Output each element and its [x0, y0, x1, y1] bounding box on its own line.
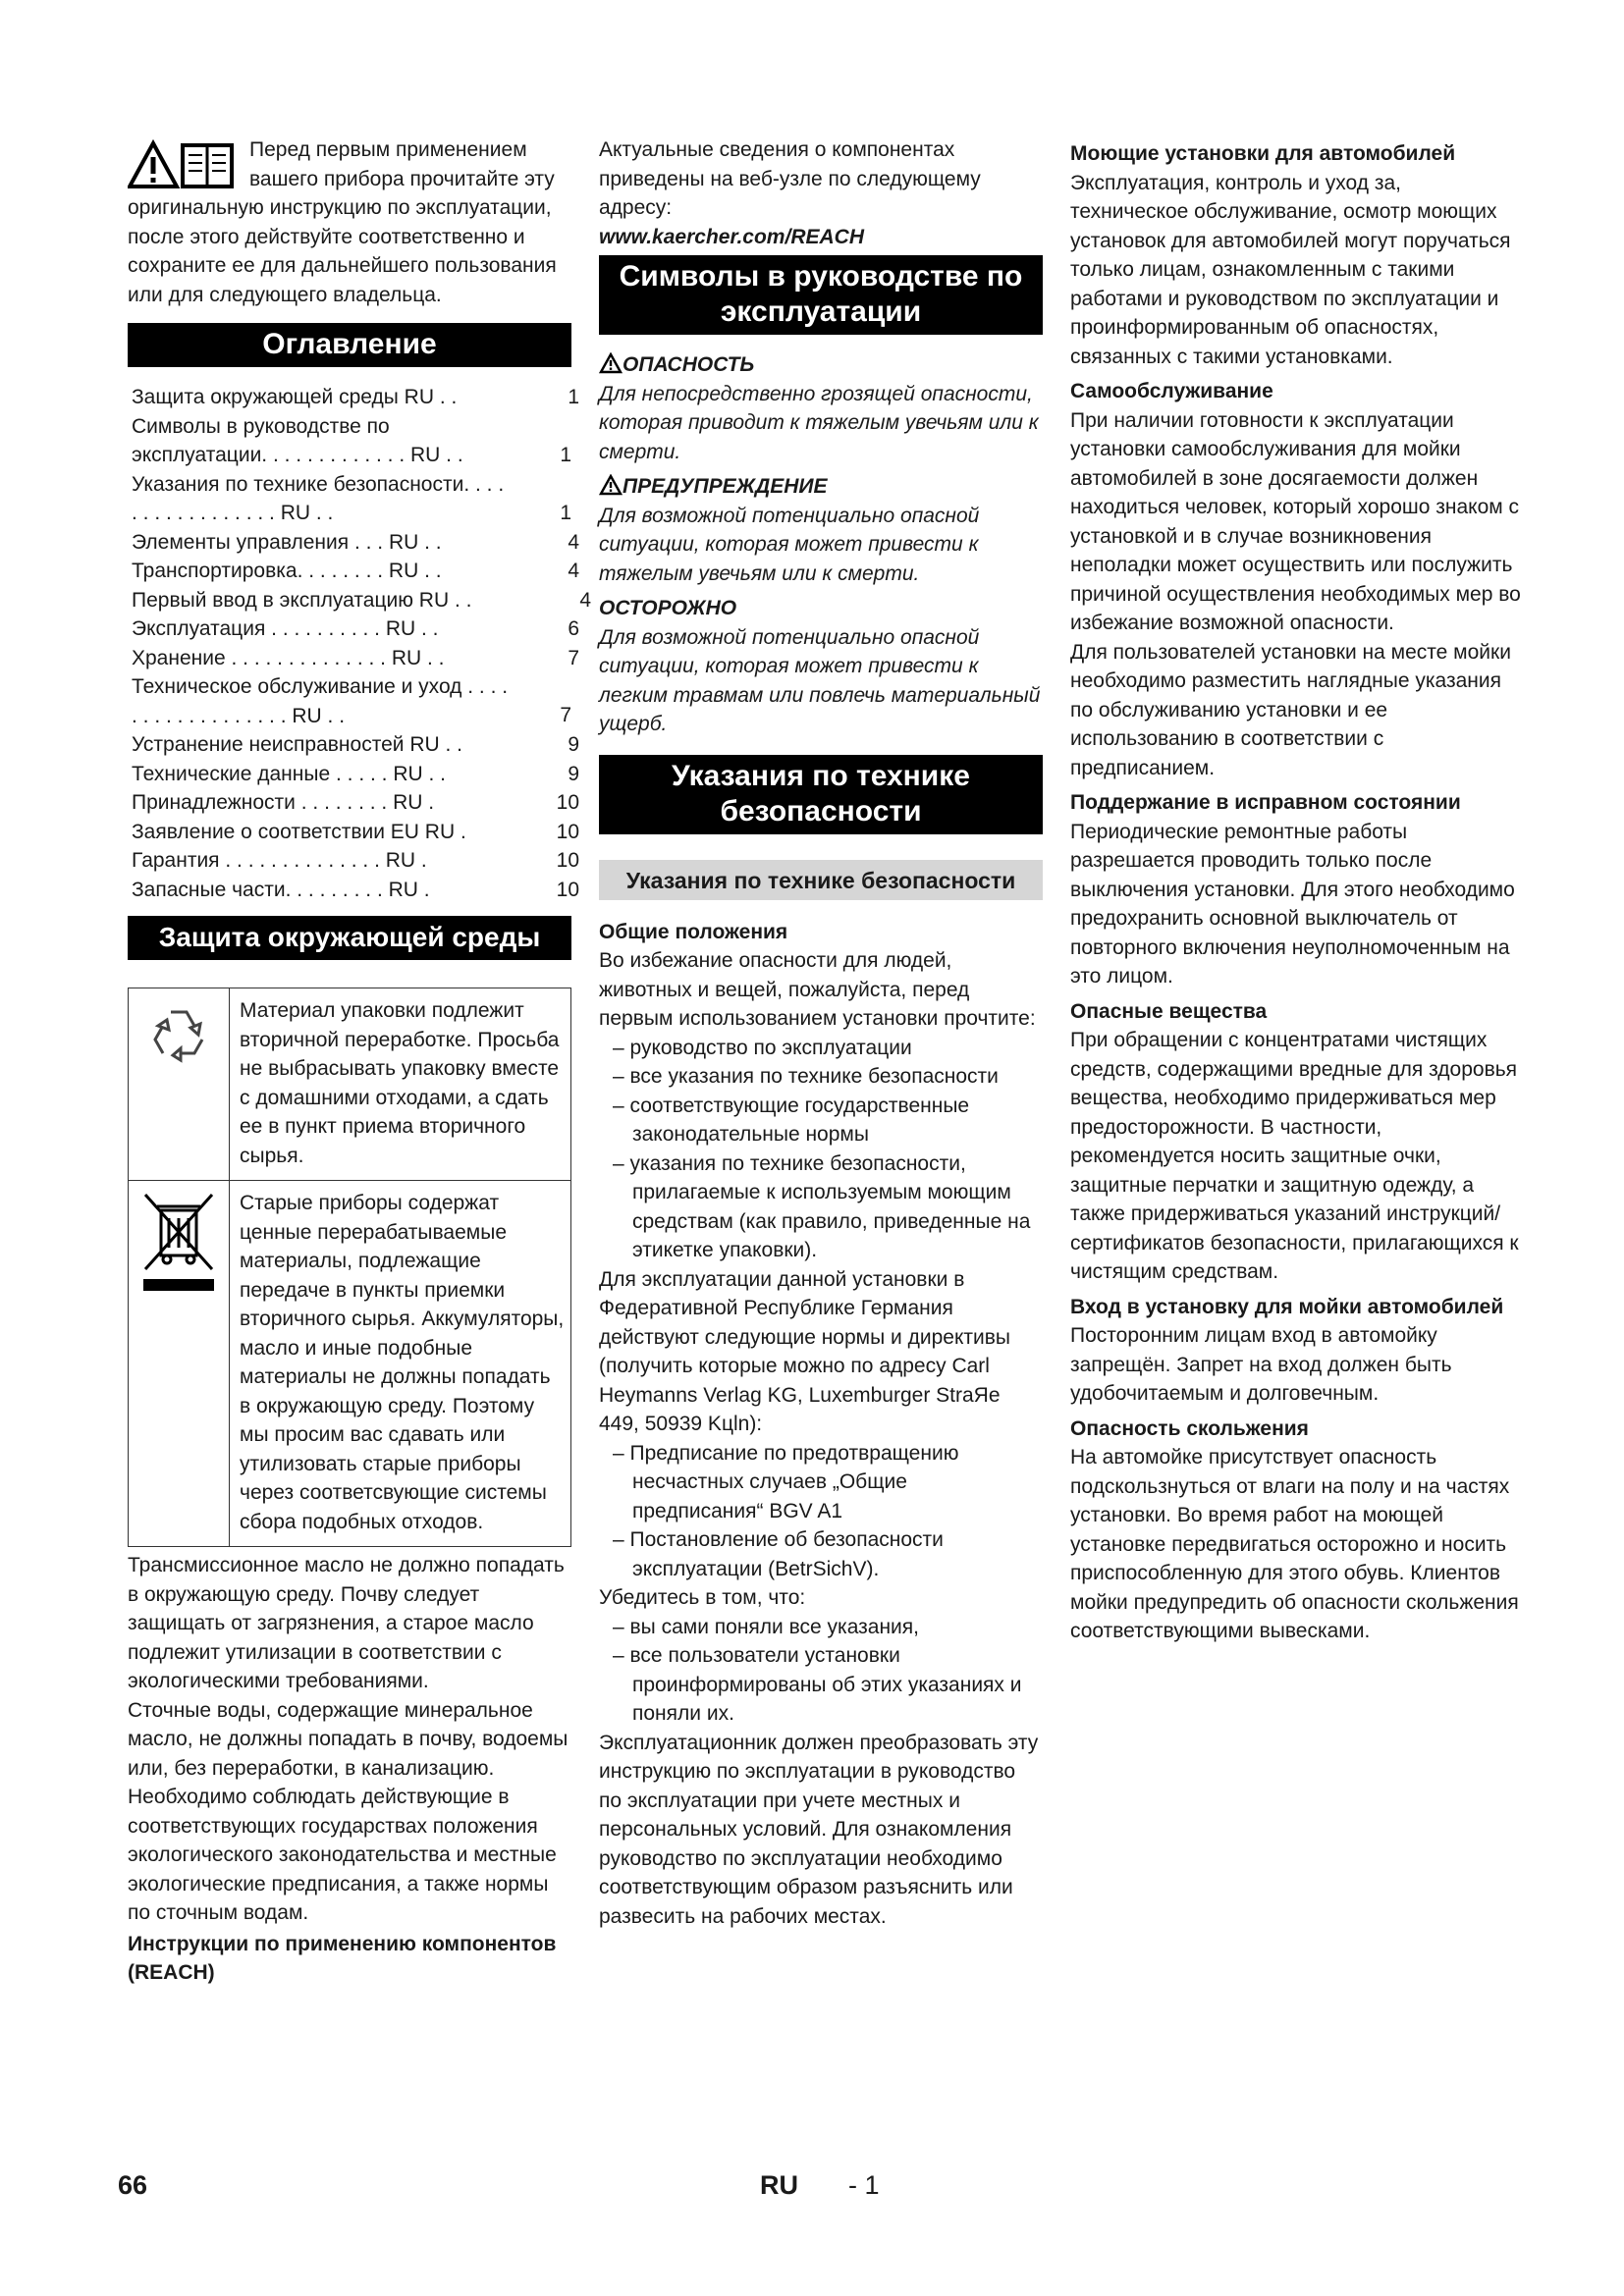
toc-item[interactable]: Элементы управления . . . RU . . 4 [132, 530, 579, 554]
safety-subtitle: Указания по технике безопасности [599, 860, 1043, 900]
bin-text: Старые приборы содержат ценные перерабатываемые материалы, подлежащие передаче в пункты приемки вторичного сырья. Аккумуляторы, масло и иные подобные материалы не должны попадать в окружающую среду. Поэтому мы просим вас сдавать или утилизовать старые приборы через соответсвующие системы сбора подобных отходов. [230, 1181, 571, 1547]
reach-heading: Инструкции по применению компонентов (REACH) [128, 1932, 557, 1984]
safety-title: Указания по технике безопасности [599, 755, 1043, 834]
general-text: Во избежание опасности для людей, животных и вещей, пожалуйста, перед первым использованием установки прочтите: [599, 949, 1036, 1030]
toc-item[interactable]: Технические данные . . . . . RU . . 9 [132, 762, 579, 785]
list-item: – руководство по эксплуатации [599, 1034, 1043, 1063]
list-item: – Постановление об безопасности эксплуатации (BetrSichV). [599, 1525, 1043, 1583]
column-left [128, 135, 591, 1988]
toc-item[interactable]: Указания по технике безопасности. . . . . . . . . . . . . . . . . RU . . 1 [132, 472, 571, 524]
crossed-bin-icon [139, 1189, 218, 1297]
danger-heading: ОПАСНОСТЬ [599, 350, 1043, 380]
slip-text: На автомойке присутствует опасность подскользнуться от влаги на полу и на частях установки. Во время работ на моющей установке передвигаться осторожно и носить приспособленную для этого обувь. Клиентов мойки предупредить об опасности скольжения соответствующими вывесками. [1070, 1446, 1519, 1642]
waste-water-text: Сточные воды, содержащие минеральное масло, не должны попадать в почву, водоемы или, без переработки, в канализацию. Необходимо соблюдать действующие в соответствующих государствах положения экологического законодательства и местные экологические предписания, а также нормы по сточным водам. [128, 1698, 568, 1924]
oil-text: Трансмиссионное масло не должно попадать в окружающую среду. Почву следует защищать от загрязнения, а старое масло подлежит утилизации в соответствии с экологическими требованиями. [128, 1554, 565, 1692]
column-right [1070, 135, 1522, 1646]
caution-heading: ОСТОРОЖНО [599, 597, 737, 619]
general-heading: Общие положения [599, 920, 788, 943]
footer-language: RU [760, 2170, 798, 2200]
table-row [129, 988, 571, 1181]
warning-heading: ПРЕДУПРЕЖДЕНИЕ [599, 472, 1043, 502]
selfservice-heading: Самообслуживание [1070, 380, 1273, 402]
ensure-list [599, 1613, 1043, 1729]
toc-title: Оглавление [128, 323, 571, 367]
list-item: – все указания по технике безопасности [599, 1062, 1043, 1092]
carwash-text: Эксплуатация, контроль и уход за, техническое обслуживание, осмотр моющих установок для автомобилей могут поручаться только лицам, ознакомленным с такими работами и руководством по эксплуатации и проинформированным об опасностях, связанных с такими установками. [1070, 171, 1511, 368]
env-title: Защита окружающей среды [128, 916, 571, 960]
warning-manual-icon [128, 137, 238, 192]
warning-triangle-icon [599, 352, 623, 374]
footer-section-page: - 1 [848, 2170, 880, 2200]
toc-item[interactable]: Эксплуатация . . . . . . . . . . RU . . 6 [132, 617, 579, 640]
toc-item[interactable]: Устранение неисправностей RU . . 9 [132, 733, 579, 756]
carwash-heading: Моющие установки для автомобилей [1070, 142, 1456, 165]
column-middle [599, 135, 1043, 1931]
table-row [129, 1181, 571, 1547]
warning-text: Для возможной потенциально опасной ситуации, которая может привести к тяжелым увечьям или к смерти. [599, 504, 980, 585]
page-number: 66 [118, 2170, 148, 2200]
maintain-text: Периодические ремонтные работы разрешается проводить только после выключения установки. Для этого необходимо предохранить основной выключатель от повторного включения неуполномоченным на это лицом. [1070, 820, 1515, 988]
recycle-icon [145, 1002, 212, 1069]
operator-text: Эксплуатационник должен преобразовать эту инструкцию по эксплуатации в руководство по эксплуатации при учете местных и персональных условий. Для ознакомления руководство по эксплуатации необходимо соответствующим образом разъяснить или развесить на рабочих местах. [599, 1731, 1039, 1928]
slip-heading: Опасность скольжения [1070, 1416, 1309, 1440]
toc-item[interactable]: Первый ввод в эксплуатацию RU . . 4 [132, 588, 591, 612]
list-item: – соответствующие государственные законодательные нормы [599, 1092, 1043, 1149]
hazard-text: При обращении с концентратами чистящих средств, содержащими вредные для здоровья вещества, необходимо придерживаться мер предосторожности. В частности, рекомендуется носить защитные очки, защитные перчатки и защитную одежду, а также придерживаться указаний инструкций/ сертификатов безопасности, прилагающихся к чистящим средствам. [1070, 1029, 1519, 1283]
selfservice-text: При наличии готовности к эксплуатации установки самообслуживания для мойки автомобилей в зоне досягаемости должен находиться человек, который хорошо знаком с установкой и в случае возникновения неполадки может осуществить или послужить причиной осуществления необходимых мер во избежание возможной опасности. [1070, 408, 1521, 634]
germany-text: Для эксплуатации данной установки в Федеративной Республике Германия действуют следующие нормы и директивы (получить которые можно по адресу Carl Heymanns Verlag KG, Luxemburger StraЯe 449, 50939 Kцln): [599, 1267, 1010, 1435]
intro [128, 135, 571, 309]
toc-item[interactable]: Транспортировка. . . . . . . . RU . . 4 [132, 560, 579, 582]
reach-text: Актуальные сведения о компонентах приведены на веб-узле по следующему адресу: [599, 138, 981, 219]
recycle-text: Материал упаковки подлежит вторичной переработке. Просьба не выбрасывать упаковку вместе с домашними отходами, а сдать ее в пункт приема вторичного сырья. [230, 988, 571, 1181]
hazard-heading: Опасные вещества [1070, 999, 1268, 1023]
bin-cell [129, 1181, 230, 1547]
maintain-heading: Поддержание в исправном состоянии [1070, 791, 1461, 814]
toc-item[interactable]: Заявление о соответствии EU RU . 10 [132, 820, 579, 843]
table-of-contents [132, 383, 591, 904]
entry-heading: Вход в установку для мойки автомобилей [1070, 1295, 1504, 1318]
danger-text: Для непосредственно грозящей опасности, которая приводит к тяжелым увечьям или к смерти. [599, 382, 1039, 463]
symbols-title: Символы в руководстве по эксплуатации [599, 255, 1043, 335]
reach-link[interactable]: www.kaercher.com/REACH [599, 225, 864, 248]
list-item: – Предписание по предотвращению несчастных случаев „Общие предписания“ BGV A1 [599, 1439, 1043, 1526]
toc-item[interactable]: Хранение . . . . . . . . . . . . . . RU . . 7 [132, 646, 579, 669]
toc-item[interactable]: Запасные части. . . . . . . . . RU . 10 [132, 878, 579, 901]
toc-item[interactable]: Принадлежности . . . . . . . . RU . 10 [132, 791, 579, 814]
entry-text: Посторонним лицам вход в автомойку запрещён. Запрет на вход должен быть удобочитаемым и долговечным. [1070, 1324, 1452, 1405]
recycle-cell [129, 988, 230, 1181]
toc-item[interactable]: Техническое обслуживание и уход . . . . . . . . . . . . . . . . . . RU . . 7 [132, 675, 571, 727]
toc-item[interactable]: Символы в руководстве по эксплуатации. . . . . . . . . . . . . RU . . 1 [132, 414, 571, 466]
intro-text: Перед первым применением вашего прибора прочитайте эту оригинальную инструкцию по эксплуатации, после этого действуйте соответственно и сохраните ее для дальнейшего пользования или для следующего владельца. [128, 138, 557, 306]
norms-list [599, 1439, 1043, 1584]
warning-triangle-icon [599, 474, 623, 496]
general-list [599, 1034, 1043, 1265]
list-item: – указания по технике безопасности, прилагаемые к используемым моющим средствам (как правило, приведенные на этикетке упаковки). [599, 1149, 1043, 1265]
list-item: – вы сами поняли все указания, [599, 1613, 1043, 1642]
ensure-text: Убедитесь в том, что: [599, 1586, 806, 1609]
toc-item[interactable]: Защита окружающей среды RU . . 1 [132, 386, 579, 408]
selfservice-text-2: Для пользователей установки на месте мойки необходимо разместить наглядные указания по обслуживанию установки и ее использованию в соответствии с предписанием. [1070, 640, 1511, 779]
caution-text: Для возможной потенциально опасной ситуации, которая может привести к легким травмам или повлечь материальный ущерб. [599, 625, 1041, 735]
environment-table [128, 988, 571, 1547]
list-item: – все пользователи установки проинформированы об этих указаниях и поняли их. [599, 1641, 1043, 1729]
toc-item[interactable]: Гарантия . . . . . . . . . . . . . . RU . 10 [132, 849, 579, 872]
